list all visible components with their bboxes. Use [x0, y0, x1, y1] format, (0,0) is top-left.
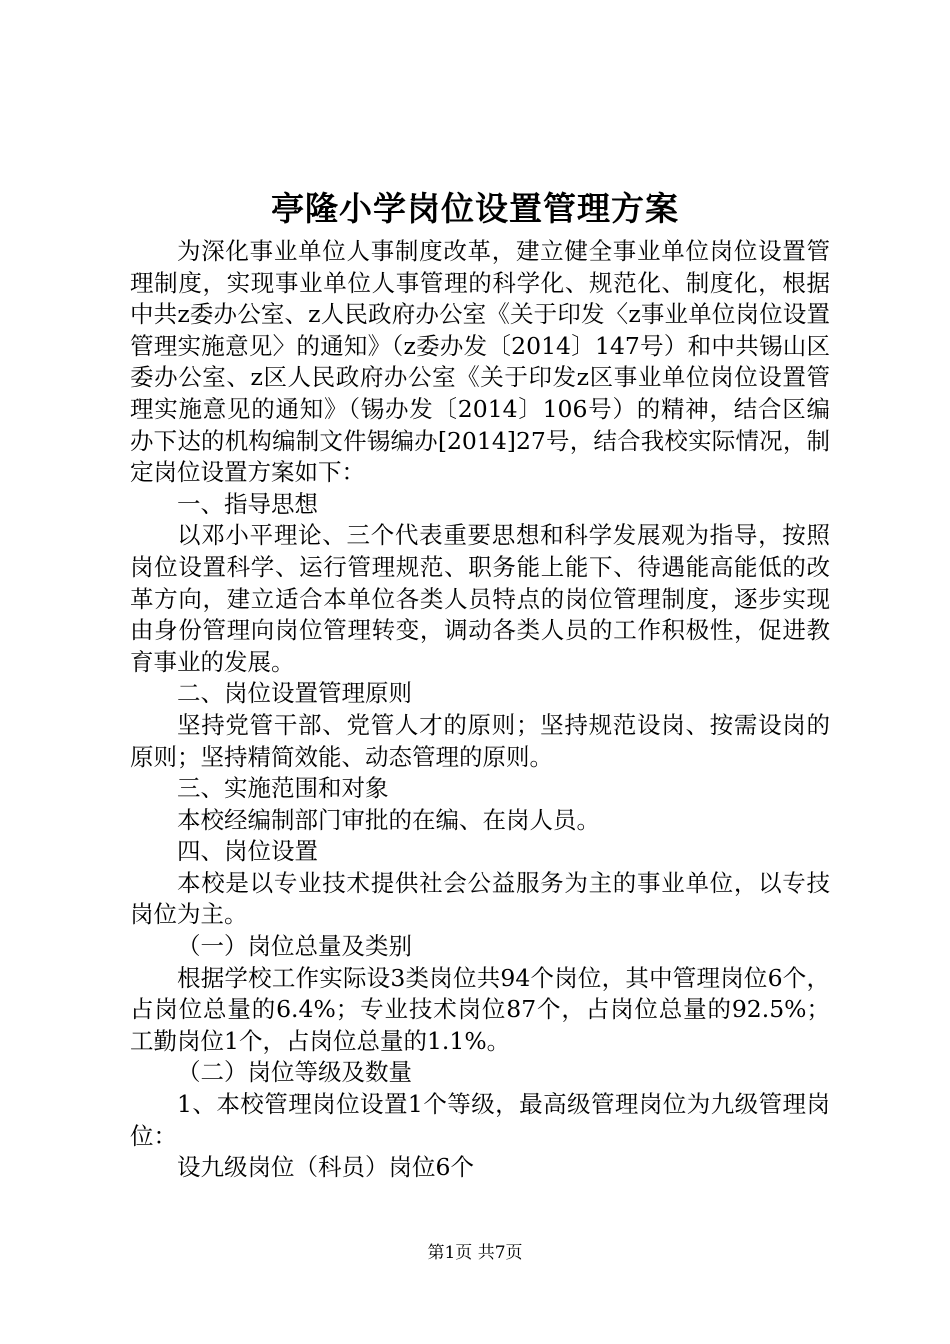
document-title: 亭隆小学岗位设置管理方案	[271, 189, 679, 228]
section-heading-guiding-ideology: 一、指导思想	[177, 489, 318, 518]
document-body	[130, 236, 830, 1184]
section-heading-position-setup: 四、岗位设置	[177, 837, 318, 866]
page-number-footer: 第1页 共7页	[427, 1243, 523, 1263]
levels-paragraph-2: 设九级岗位（科员）岗位6个	[177, 1153, 474, 1182]
subsection-heading-levels-and-counts: （二）岗位等级及数量	[177, 1058, 412, 1087]
scope-paragraph: 本校经编制部门审批的在编、在岗人员。	[177, 805, 600, 834]
subsection-heading-total-and-types: （一）岗位总量及类别	[177, 932, 412, 961]
section-heading-principles: 二、岗位设置管理原则	[177, 679, 412, 708]
section-heading-scope: 三、实施范围和对象	[177, 774, 389, 803]
intro-paragraph: 为深化事业单位人事制度改革，建立健全事业单位岗位设置管理制度，实现事业单位人事管理的科学化、规范化、制度化，根据中共z委办公室、z人民政府办公室《关于印发〈z事业单位岗位设置管理实施意见〉的通知》（z委办发〔2014〕147号）和中共锡山区委办公室、z区人民政府办公室《关于印发z区事业单位岗位设置管理实施意见的通知》（锡办发〔2014〕106号）的精神，结合区编办下达的机构编制文件锡编办[2014]27号，结合我校实际情况，制定岗位设置方案如下：	[130, 237, 830, 487]
total-and-types-paragraph: 根据学校工作实际设3类岗位共94个岗位，其中管理岗位6个，占岗位总量的6.4%；专业技术岗位87个，占岗位总量的92.5%；工勤岗位1个，占岗位总量的1.1%。	[130, 963, 830, 1055]
position-setup-paragraph: 本校是以专业技术提供社会公益服务为主的事业单位，以专技岗位为主。	[130, 868, 830, 929]
levels-paragraph-1: 1、本校管理岗位设置1个等级，最高级管理岗位为九级管理岗位：	[130, 1090, 830, 1150]
guiding-ideology-paragraph: 以邓小平理论、三个代表重要思想和科学发展观为指导，按照岗位设置科学、运行管理规范、职务能上能下、待遇能高能低的改革方向，建立适合本单位各类人员特点的岗位管理制度，逐步实现由身份管理向岗位管理转变，调动各类人员的工作积极性，促进教育事业的发展。	[130, 521, 830, 676]
principles-paragraph: 坚持党管干部、党管人才的原则；坚持规范设岗、按需设岗的原则；坚持精简效能、动态管理的原则。	[130, 710, 830, 771]
